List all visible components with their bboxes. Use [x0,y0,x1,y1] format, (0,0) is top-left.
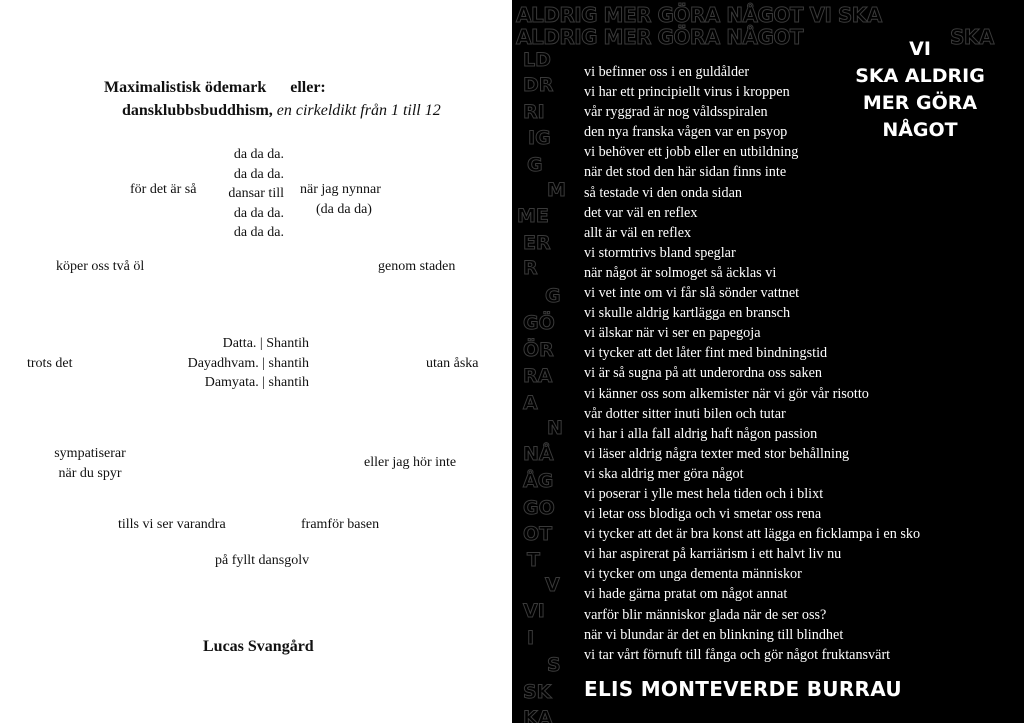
right-author: ELIS MONTEVERDE BURRAU [584,677,902,701]
poem-line: vi tar vårt förnuft till fånga och gör något fruktansvärt [584,646,891,663]
poem-line: det var väl en reflex [584,204,698,221]
center-line: da da da. [233,166,284,182]
left-author: Lucas Svangård [203,638,314,655]
vertical-letters: T [527,549,540,571]
poem-body [584,62,964,665]
right-page [512,0,1024,723]
poem-line: vi poserar i ylle mest hela tiden och i blixt [584,485,824,502]
poem-line: vi ska aldrig mer göra något [584,465,744,482]
center-top-stack [200,145,284,243]
vertical-letters: GO [523,497,555,519]
center-line: da da da. [233,147,284,162]
headline-line: VI [909,38,931,60]
poem-line: vi läser aldrig några texter med stor behållning [584,445,850,462]
poem-line: vi älskar när vi ser en papegoja [584,325,761,342]
vertical-letters: I [527,627,535,649]
poem-line: vi letar oss blodiga och vi smetar oss rena [584,506,822,523]
poem-line: när vi blundar är det en blinkning till blindhet [584,626,844,643]
vertical-letters: ÅG [523,470,554,492]
poem-line: vi tycker att det låter fint med bindningstid [584,345,828,362]
poem-line: vi har i alla fall aldrig haft någon passion [584,425,818,442]
poem-line: vi känner oss som alkemister när vi gör vår risotto [584,385,869,402]
vertical-letters: ME [517,205,549,227]
vertical-letters: G [545,285,561,307]
phrase-trots: trots det [27,356,73,371]
vertical-letters: G [527,154,543,176]
phrase-dadada: (da da da) [316,202,372,217]
vertical-letters: M [547,179,566,201]
poem-line: vi tycker att det är bra konst att lägga en ficklampa i en sko [584,526,921,543]
phrase-utan: utan åska [426,356,479,371]
poem-line: vår dotter sitter inuti bilen och tutar [584,405,786,422]
shantih-line: Datta. | Shantih [222,336,309,351]
phrase-nar-jag: när jag nynnar [300,182,381,197]
shantih-line: Damyata. | shantih [204,375,309,390]
poem-line: vi har aspirerat på karriärism i ett halvt liv nu [584,546,842,563]
poem-line: vår ryggrad är nog våldsspiralen [584,104,768,121]
title-part-a: Maximalistisk ödemark [104,79,267,96]
vertical-letters: IG [528,127,551,149]
poem-line: när något är solmoget så äcklas vi [584,264,777,281]
headline-line: SKA ALDRIG [855,65,985,87]
vertical-letters: LD [523,49,551,71]
title-part-b: eller: [290,79,326,96]
vertical-letters: GÖ [523,312,555,334]
vertical-letters: OT [523,523,553,545]
ghost-banner-2: ALDRIG MER GÖRA NÅGOT [516,25,804,49]
title-subtitle: en cirkeldikt från 1 till 12 [276,102,441,119]
poem-line: så testade vi den onda sidan [584,184,742,201]
phrase-tills: tills vi ser varandra [118,517,226,532]
vertical-letters: VI [523,600,545,622]
vertical-letters: V [545,574,560,596]
poem-line: vi skulle aldrig kartlägga en bransch [584,305,791,322]
headline-line: NÅGOT [882,119,958,141]
phrase-eller-jag: eller jag hör inte [364,455,457,470]
center-line: da da da. [233,205,284,221]
vertical-letters: KA [523,707,553,723]
center-line: da da da. [233,225,284,240]
vertical-letters: RA [523,365,553,387]
poem-line: vi hade gärna pratat om något annat [584,586,788,603]
phrase-sympatiserar: sympatiserar [54,446,126,461]
phrase-framfor: framför basen [301,517,380,532]
center-line: dansar till [228,186,284,201]
headline-line: MER GÖRA [862,92,978,114]
title-part-c: dansklubbsbuddhism, [122,102,273,119]
vertical-letters: NÅ [523,443,554,465]
sympatiserar-stack [44,444,136,483]
poem-title-line-1 [104,79,326,97]
phrase-pa-fyllt: på fyllt dansgolv [215,553,310,568]
poem-line: vi är så sugna på att underordna oss saken [584,365,822,382]
ghost-banner-1: ALDRIG MER GÖRA NÅGOT VI SKA [516,3,882,27]
phrase-for-det: för det är så [130,182,197,197]
poem-line: vi vet inte om vi får slå sönder vattnet [584,285,800,302]
poem-line: vi tycker om unga dementa människor [584,566,802,583]
poem-line: allt är väl en reflex [584,224,692,241]
poem-line: vi har ett principiellt virus i kroppen [584,84,790,101]
vertical-letters: ÖR [523,339,554,361]
poem-line: när det stod den här sidan finns inte [584,164,787,181]
vertical-letters: S [547,654,561,676]
vertical-letters: SK [523,681,552,703]
phrase-koper: köper oss två öl [56,259,145,274]
vertical-letters: R [523,257,538,279]
shantih-stack [150,334,309,393]
poem-line: vi behöver ett jobb eller en utbildning [584,144,799,161]
vertical-letters: N [547,417,563,439]
shantih-line: Dayadhvam. | shantih [187,355,309,371]
vertical-letters: ER [523,232,551,254]
poem-title-line-2 [122,102,441,120]
vertical-letters: DR [523,74,554,96]
phrase-genom: genom staden [378,259,456,274]
poem-line: vi stormtrivs bland speglar [584,244,736,261]
poem-line: vi befinner oss i en guldålder [584,64,750,80]
ghost-banner-3: SKA [950,25,994,49]
phrase-nar-du: när du spyr [58,465,122,481]
vertical-letters: RI [523,101,545,123]
poem-line: varför blir människor glada när de ser oss? [584,606,827,623]
poem-line: den nya franska vågen var en psyop [584,124,788,141]
vertical-letters: A [523,392,538,414]
